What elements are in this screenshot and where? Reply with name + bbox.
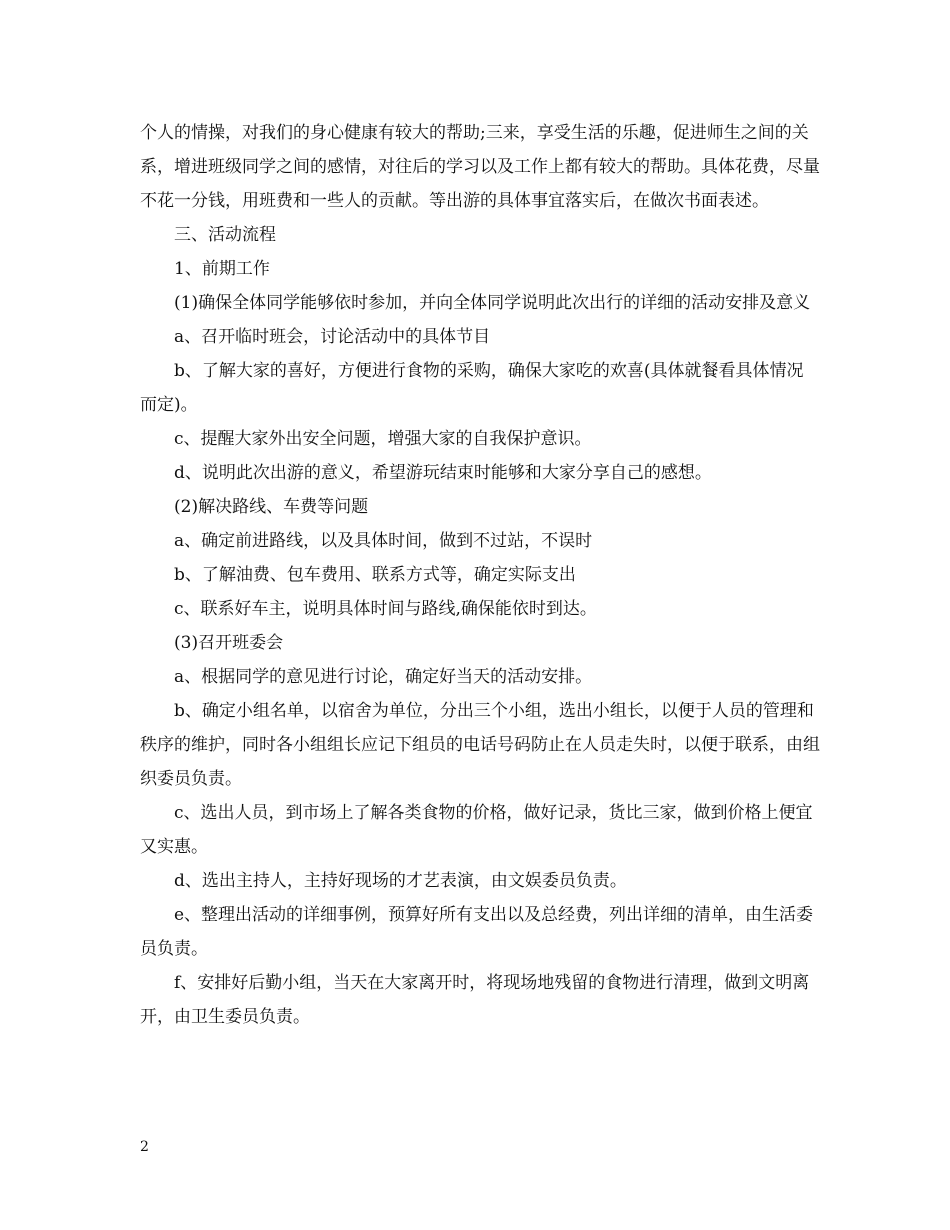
paragraph: b、了解油费、包车费用、联系方式等，确定实际支出: [174, 565, 576, 585]
paragraph: c、联系好车主，说明具体时间与路线,确保能依时到达。: [174, 599, 597, 619]
paragraph: (1)确保全体同学能够依时参加，并向全体同学说明此次出行的详细的活动安排及意义: [174, 293, 811, 313]
paragraph: a、召开临时班会，讨论活动中的具体节目: [174, 327, 491, 347]
paragraph: a、确定前进路线，以及具体时间，做到不过站，不误时: [174, 531, 593, 551]
document-body: [140, 116, 820, 1034]
paragraph: 个人的情操，对我们的身心健康有较大的帮助;三来，享受生活的乐趣，促进师生之间的关系，增进班级同学之间的感情，对往后的学习以及工作上都有较大的帮助。具体花费，尽量不花一分钱，用班费和一些人的贡献。等出游的具体事宜落实后，在做次书面表述。: [140, 123, 820, 211]
paragraph: (3)召开班委会: [174, 633, 284, 653]
paragraph: c、选出人员，到市场上了解各类食物的价格，做好记录，货比三家，做到价格上便宜又实惠。: [140, 803, 813, 857]
paragraph: 三、活动流程: [174, 225, 276, 245]
paragraph: d、选出主持人，主持好现场的才艺表演，由文娱委员负责。: [174, 871, 627, 891]
page-number: 2: [140, 1139, 149, 1155]
paragraph: f、安排好后勤小组，当天在大家离开时，将现场地残留的食物进行清理，做到文明离开，由卫生委员负责。: [140, 973, 810, 1027]
paragraph: b、了解大家的喜好，方便进行食物的采购，确保大家吃的欢喜(具体就餐看具体情况而定)。: [140, 361, 804, 415]
paragraph: c、提醒大家外出安全问题，增强大家的自我保护意识。: [174, 429, 592, 449]
paragraph: b、确定小组名单，以宿舍为单位，分出三个小组，选出小组长，以便于人员的管理和秩序的维护，同时各小组组长应记下组员的电话号码防止在人员走失时，以便于联系，由组织委员负责。: [140, 701, 820, 789]
paragraph: (2)解决路线、车费等问题: [174, 497, 369, 517]
paragraph: 1、前期工作: [174, 259, 270, 279]
paragraph: a、根据同学的意见进行讨论，确定好当天的活动安排。: [174, 667, 593, 687]
paragraph: e、整理出活动的详细事例，预算好所有支出以及总经费，列出详细的清单，由生活委员负责。: [140, 905, 814, 959]
paragraph: d、说明此次出游的意义，希望游玩结束时能够和大家分享自己的感想。: [174, 463, 712, 483]
